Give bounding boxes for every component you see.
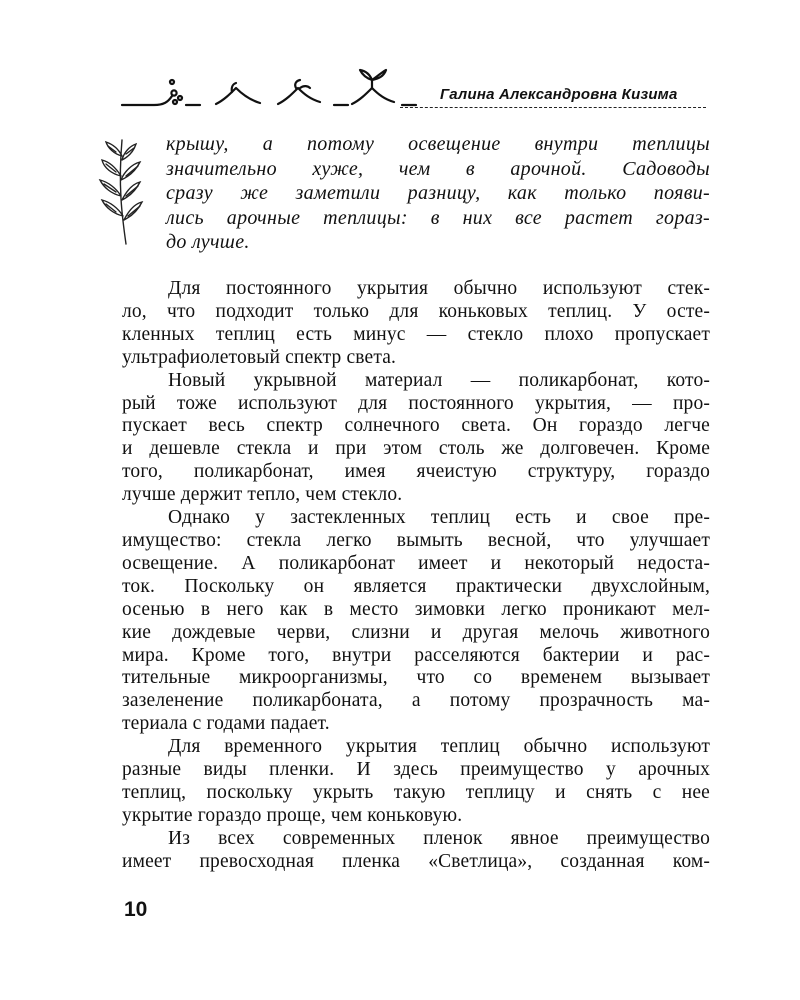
- header-dashed-rule: [400, 107, 706, 108]
- body-line: Новый укрывной материал — поликарбонат, кото-: [168, 369, 710, 391]
- body-line: кленных теплиц есть минус — стекло плохо пропускает: [122, 323, 710, 345]
- body-line: ток. Поскольку он является практически двухслойным,: [122, 575, 710, 597]
- body-line: разные виды пленки. И здесь преимущество у арочных: [122, 759, 710, 781]
- body-line: теплиц, поскольку укрыть такую теплицу и снять с нее: [122, 781, 710, 803]
- quote-line: до лучше.: [166, 231, 250, 254]
- quote-line: значительно хуже, чем в арочной. Садоводы: [166, 157, 710, 180]
- body-line: ультрафиолетовый спектр света.: [122, 346, 397, 368]
- body-text: [122, 278, 710, 874]
- body-line: имущество: стекла легко вымыть весной, что улучшает: [122, 529, 710, 551]
- body-line: лучше держит тепло, чем стекло.: [122, 484, 403, 506]
- quote-line: крышу, а потому освещение внутри теплицы: [166, 133, 710, 155]
- page-number: 10: [124, 898, 148, 921]
- italic-quote-block: [166, 132, 710, 255]
- body-line: Для временного укрытия теплиц обычно используют: [168, 736, 710, 758]
- body-line: того, поликарбонат, имея ячеистую структуру, гораздо: [122, 461, 710, 483]
- body-line: освещение. А поликарбонат имеет и некоторый недоста-: [122, 552, 710, 574]
- body-line: осенью в него как в место зимовки легко проникают мел-: [122, 598, 710, 620]
- body-line: тительные микроорганизмы, что со временем вызывает: [122, 667, 710, 689]
- leaf-sprig-icon: [96, 136, 148, 246]
- body-line: кие дождевые черви, слизни и другая мелочь животного: [122, 621, 710, 643]
- body-line: териала с годами падает.: [122, 713, 330, 735]
- header-sprout-illustration: [120, 66, 420, 112]
- quote-line: сразу же заметили разницу, как только появи-: [166, 182, 710, 205]
- body-line: мира. Кроме того, внутри расселяются бактерии и рас-: [122, 644, 710, 666]
- body-line: укрытие гораздо проще, чем коньковую.: [122, 804, 463, 826]
- body-line: имеет превосходная пленка «Светлица», созданная ком-: [122, 850, 710, 872]
- body-line: Из всех современных пленок явное преимущество: [168, 827, 710, 849]
- body-line: пускает весь спектр солнечного света. Он гораздо легче: [122, 415, 710, 437]
- body-line: и дешевле стекла и при этом столь же долговечен. Кроме: [122, 438, 710, 460]
- body-line: ло, что подходит только для коньковых теплиц. У осте-: [122, 300, 710, 322]
- body-line: Для постоянного укрытия обычно используют стек-: [168, 278, 710, 299]
- body-line: зазеленение поликарбоната, а потому прозрачность ма-: [122, 690, 710, 712]
- body-line: рый тоже используют для постоянного укрытия, — про-: [122, 392, 710, 414]
- quote-line: лись арочные теплицы: в них все растет гораз-: [166, 206, 710, 229]
- running-head-author: Галина Александровна Кизима: [440, 86, 678, 103]
- body-line: Однако у застекленных теплиц есть и свое пре-: [168, 507, 710, 529]
